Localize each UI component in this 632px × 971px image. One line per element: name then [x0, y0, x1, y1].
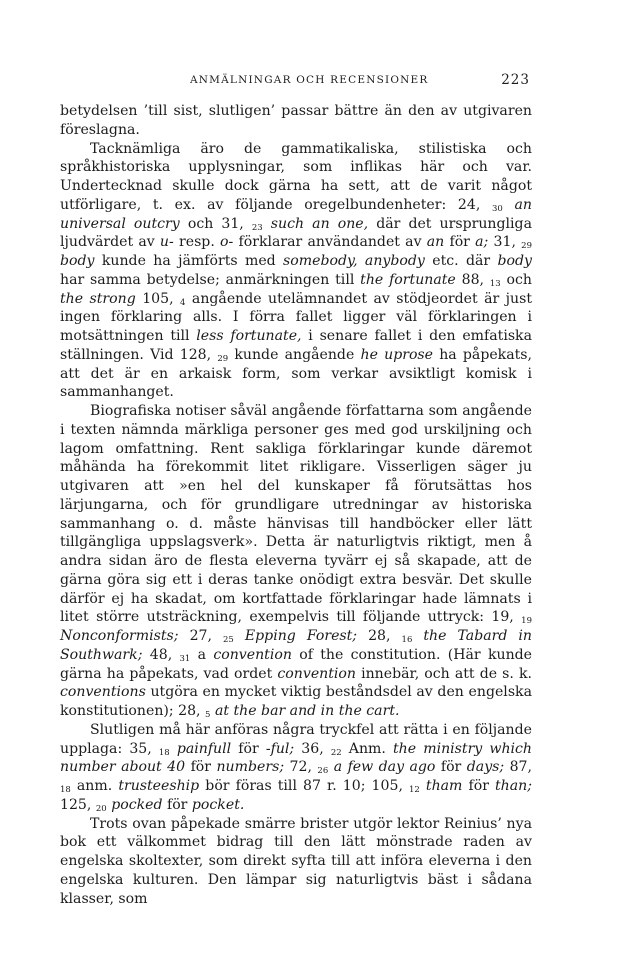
text-run: där det ursprungliga ljudvärdet av [60, 215, 532, 251]
italic-run: he uprose [360, 346, 434, 363]
text-run: angående utelämnandet av stödjeordet är just ingen förklaring alls. I förra fallet ligger väl förklaringen i motsättningen till [60, 290, 533, 344]
text-run: 48, [142, 646, 180, 663]
italic-run: less fortunate, [196, 328, 302, 344]
paragraph [60, 140, 532, 403]
italic-run: numbers; [216, 759, 285, 776]
line-ref-subscript: 4 [180, 297, 186, 308]
line-ref-subscript: 13 [489, 278, 501, 289]
line-ref-subscript: 19 [521, 616, 532, 627]
text-run: förklarar användandet av [233, 234, 427, 251]
italic-run: an [426, 234, 445, 251]
italic-run: pocket. [191, 796, 245, 813]
text-run: ha påpekats, att det är en arkaisk form, som verkar avsiktligt komisk i sammanhanget. [60, 346, 532, 401]
text-run: 27, [178, 628, 224, 644]
text-run: Biografiska notiser såväl angående författarna som angående i texten nämnda märkliga personer ges med god urskiljning och lagom omfattning. Rent sakliga förklaringar kunde däremot måhända ha förekommit litet rikligare. Visserligen säger ju utgivaren att »en hel del kunskaper få förutsättas hos lärjungarna, och för grundligare utredningar av historiska sammanhang o. d. måste hänvisas till handböcker eller lätt tillgängliga uppslagsverk». Detta är naturligtvis riktigt, men å andra sidan äro de flesta eleverna tyvärr ej så skapade, att de gärna göra sig ett i deras tanke onödigt extra besvär. Det skulle därför ej ha skadat, om kortfattade förklaringar hade lämnats i litet större utsträckning, exempelvis till följande uttryck: 19, [60, 403, 532, 626]
body-text [60, 102, 532, 908]
text-run: Slutligen må här anföras några tryckfel att rätta i en följande upplaga: 35, [60, 721, 532, 757]
text-run: för [444, 234, 476, 251]
line-ref-subscript: 29 [521, 241, 532, 252]
text-run: i senare fallet i den emfatiska ställningen. Vid 128, [60, 328, 533, 363]
italic-run: a few day ago [333, 759, 436, 776]
italic-run: the strong [60, 290, 136, 307]
italic-run: Epping Forest; [244, 628, 358, 644]
italic-run: u- [159, 234, 174, 251]
text-run: har samma betydelse; anmärkningen till [60, 271, 361, 288]
italic-run: than; [495, 778, 532, 794]
line-ref-subscript: 31 [179, 653, 191, 664]
italic-run: pocked [111, 796, 163, 813]
italic-run: painfull [176, 740, 232, 757]
line-ref-subscript: 30 [492, 203, 503, 214]
line-ref-subscript: 22 [330, 747, 342, 758]
text-run: bör föras till 87 r. 10; 105, [199, 778, 409, 794]
paragraph [60, 815, 532, 909]
text-run: 88, [455, 271, 490, 288]
text-run: 105, [135, 290, 181, 307]
text-run: och [506, 271, 532, 288]
page-header [60, 74, 530, 92]
text-run: för [162, 796, 192, 813]
page-number: 223 [501, 72, 530, 88]
italic-run: days; [466, 759, 505, 776]
italic-run: trusteeship [118, 778, 200, 794]
italic-run: the fortunate [360, 271, 456, 288]
line-ref-subscript: 16 [401, 635, 413, 645]
line-ref-subscript: 26 [317, 766, 329, 777]
text-run: kunde ha jämförts med [94, 253, 284, 269]
text-run: och 31, [179, 215, 252, 232]
text-run: 87, [504, 759, 533, 776]
line-ref-subscript: 23 [251, 222, 263, 233]
text-run: resp. [173, 234, 221, 251]
italic-run: body [60, 253, 95, 269]
text-run: för [435, 759, 467, 776]
line-ref-subscript: 18 [60, 785, 71, 795]
text-run: Anm. [348, 740, 394, 757]
text-run: Tacknämliga äro de gammatikaliska, stilistiska och språkhistoriska upplysningar, som inflikas här och var. Undertecknad skulle dock gärna ha sett, att de varit något utförligare, t. ex. av följande oregelbundenheter: 24, [60, 140, 532, 213]
paragraph [60, 102, 532, 140]
italic-run: tham [425, 778, 463, 794]
line-ref-subscript: 18 [158, 747, 170, 758]
italic-run: o- [220, 234, 234, 251]
text-run: innebär, och att de s. k. [355, 665, 532, 682]
italic-run: -ful; [265, 740, 295, 757]
text-run: Trots ovan påpekade smärre brister utgör lektor Reinius’ nya bok ett välkommet bidrag till den lätt mönstrade raden av engelska skoltexter, som direkt syfta till att införa eleverna i den engelska kulturen. Den lämpar sig naturligtvis bäst i sådana klasser, som [60, 815, 532, 907]
italic-run: Nonconformists; [60, 628, 179, 644]
italic-run: a; [475, 234, 489, 251]
text-run: för [462, 778, 496, 794]
italic-run: at the bar and in the cart. [214, 703, 400, 719]
italic-run: somebody, anybody [283, 253, 425, 269]
italic-run: such an one, [270, 215, 369, 232]
text-run: etc. där [424, 253, 498, 269]
line-ref-subscript: 25 [223, 635, 234, 645]
text-run: 72, [284, 759, 318, 776]
text-run: anm. [76, 778, 119, 794]
italic-run: conventions [60, 684, 146, 701]
paragraph [60, 721, 532, 815]
text-run: för [185, 759, 217, 776]
line-ref-subscript: 29 [217, 353, 229, 364]
text-run: 28, [357, 628, 402, 644]
text-run: 125, [60, 796, 96, 813]
text-run: of the constitution. (Här kunde gärna ha påpekats, vad ordet [60, 646, 533, 682]
italic-run: the Tabard in Southwark; [60, 628, 532, 663]
text-run: kunde angående [234, 346, 361, 363]
italic-run: an universal outcry [60, 196, 532, 232]
text-run: betydelsen ’till sist, slutligen’ passar bättre än den av utgivaren föreslagna. [60, 103, 532, 138]
line-ref-subscript: 5 [205, 710, 211, 720]
italic-run: convention [277, 665, 356, 682]
text-run: 36, [294, 740, 331, 757]
text-run: a [197, 646, 214, 663]
italic-run: convention [213, 646, 292, 663]
running-title: ANMÄLNINGAR OCH RECENSIONER [190, 74, 429, 86]
text-run: 31, [488, 234, 522, 251]
italic-run: the ministry which number about 40 [60, 740, 533, 776]
line-ref-subscript: 12 [409, 785, 420, 795]
line-ref-subscript: 20 [95, 803, 107, 814]
text-run: för [231, 740, 266, 757]
text-run: utgöra en mycket viktig beståndsdel av den engelska konstitutionen); 28, [60, 684, 532, 719]
italic-run: body [497, 253, 533, 269]
paragraph [60, 402, 532, 721]
